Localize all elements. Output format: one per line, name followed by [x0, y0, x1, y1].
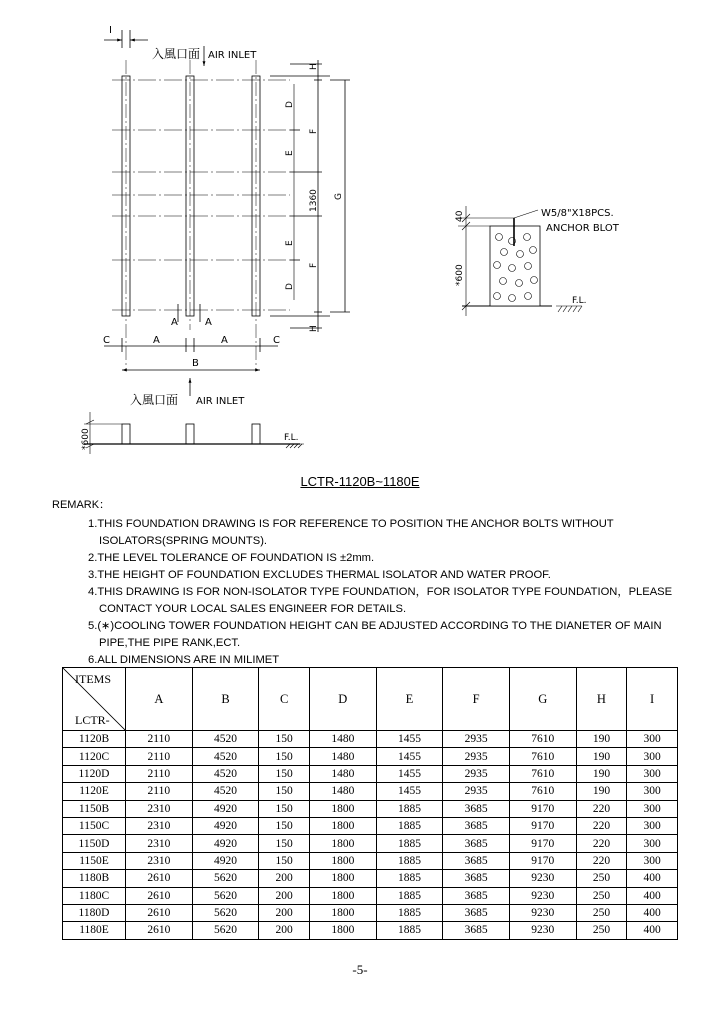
value-cell: 1800 [309, 835, 376, 852]
value-cell: 3685 [443, 922, 510, 939]
value-cell: 3685 [443, 870, 510, 887]
value-cell: 2310 [126, 817, 193, 834]
corner-lctr-label: LCTR- [75, 713, 110, 727]
value-cell: 200 [259, 922, 310, 939]
value-cell: 2310 [126, 800, 193, 817]
value-cell: 300 [627, 852, 678, 869]
table-row [63, 887, 678, 904]
model-cell: 1120D [63, 765, 126, 782]
model-cell: 1150C [63, 817, 126, 834]
model-cell: 1120C [63, 748, 126, 765]
remark-label: REMARK： [52, 499, 111, 511]
value-cell: 1885 [376, 835, 443, 852]
dim-label-H-top: H [309, 63, 319, 70]
dim-label-A-2: A [221, 335, 228, 346]
value-cell: 200 [259, 904, 310, 921]
value-cell: 9230 [509, 870, 576, 887]
value-cell: 2310 [126, 835, 193, 852]
value-cell: 1480 [309, 731, 376, 748]
dim-label-1360: 1360 [309, 189, 319, 212]
table-row [63, 765, 678, 782]
dim-label-E-top: E [285, 150, 295, 156]
note-4: 4.THIS DRAWING IS FOR NON-ISOLATOR TYPE FOUNDATION，FOR ISOLATOR TYPE FOUNDATION，PLEASE CONTACT YOUR LOCAL SALES ENGINEER FOR DETAILS. [88, 586, 673, 615]
value-cell: 1455 [376, 783, 443, 800]
value-cell: 2110 [126, 748, 193, 765]
dim-label-B: B [192, 358, 199, 369]
value-cell: 190 [576, 765, 627, 782]
table-header-row [63, 668, 678, 731]
column-header: I [627, 668, 678, 731]
value-cell: 150 [259, 800, 310, 817]
table-row [63, 800, 678, 817]
value-cell: 400 [627, 887, 678, 904]
model-cell: 1120B [63, 731, 126, 748]
value-cell: 300 [627, 748, 678, 765]
dim-label-A-left: A [171, 317, 178, 328]
value-cell: 150 [259, 748, 310, 765]
air-inlet-cn-top: 入風口面 [152, 47, 201, 61]
table-row [63, 835, 678, 852]
value-cell: 2935 [443, 748, 510, 765]
value-cell: 4520 [192, 783, 259, 800]
model-cell: 1120E [63, 783, 126, 800]
dim-label-G: G [334, 193, 344, 200]
dim-label-C-right: C [273, 335, 280, 346]
value-cell: 1885 [376, 904, 443, 921]
value-cell: 220 [576, 852, 627, 869]
table-row [63, 748, 678, 765]
value-cell: 1800 [309, 922, 376, 939]
detail-height-dim: *600 [455, 264, 465, 286]
value-cell: 300 [627, 817, 678, 834]
value-cell: 1885 [376, 887, 443, 904]
column-header: B [192, 668, 259, 731]
table-row [63, 922, 678, 939]
value-cell: 4920 [192, 852, 259, 869]
model-cell: 1180D [63, 904, 126, 921]
dim-label-F-top: F [309, 128, 319, 134]
value-cell: 1800 [309, 817, 376, 834]
value-cell: 250 [576, 922, 627, 939]
table-row [63, 852, 678, 869]
model-cell: 1150E [63, 852, 126, 869]
value-cell: 1480 [309, 748, 376, 765]
elevation-height-label: *600 [81, 428, 91, 450]
value-cell: 1455 [376, 731, 443, 748]
value-cell: 200 [259, 887, 310, 904]
value-cell: 4520 [192, 765, 259, 782]
note-1: 1.THIS FOUNDATION DRAWING IS FOR REFERENCE TO POSITION THE ANCHOR BOLTS WITHOUT ISOLATORS(SPRING MOUNTS). [88, 518, 614, 547]
column-header: A [126, 668, 193, 731]
value-cell: 5620 [192, 904, 259, 921]
table-row [63, 731, 678, 748]
value-cell: 220 [576, 817, 627, 834]
model-cell: 1180E [63, 922, 126, 939]
column-header: H [576, 668, 627, 731]
column-header: F [443, 668, 510, 731]
dim-label-D-top: D [285, 101, 295, 108]
table-row [63, 904, 678, 921]
value-cell: 150 [259, 852, 310, 869]
model-cell: 1150D [63, 835, 126, 852]
value-cell: 1455 [376, 765, 443, 782]
value-cell: 300 [627, 783, 678, 800]
value-cell: 2935 [443, 765, 510, 782]
dim-label-A-right: A [205, 317, 212, 328]
value-cell: 190 [576, 731, 627, 748]
value-cell: 9230 [509, 887, 576, 904]
value-cell: 300 [627, 731, 678, 748]
value-cell: 1800 [309, 904, 376, 921]
value-cell: 7610 [509, 748, 576, 765]
value-cell: 200 [259, 870, 310, 887]
value-cell: 1800 [309, 887, 376, 904]
value-cell: 1800 [309, 852, 376, 869]
value-cell: 4920 [192, 817, 259, 834]
value-cell: 2310 [126, 852, 193, 869]
detail-top-dim: 40 [455, 210, 465, 222]
value-cell: 3685 [443, 904, 510, 921]
value-cell: 220 [576, 835, 627, 852]
value-cell: 190 [576, 748, 627, 765]
dim-label-A-1: A [153, 335, 160, 346]
value-cell: 2610 [126, 904, 193, 921]
value-cell: 1480 [309, 765, 376, 782]
value-cell: 3685 [443, 835, 510, 852]
value-cell: 4920 [192, 800, 259, 817]
remark-notes [88, 516, 688, 669]
column-header: G [509, 668, 576, 731]
value-cell: 9230 [509, 922, 576, 939]
value-cell: 9170 [509, 835, 576, 852]
value-cell: 4520 [192, 731, 259, 748]
air-inlet-cn-bottom: 入風口面 [130, 393, 179, 407]
value-cell: 150 [259, 731, 310, 748]
column-header: D [309, 668, 376, 731]
air-inlet-en-top: AIR INLET [208, 50, 257, 61]
note-2: 2.THE LEVEL TOLERANCE OF FOUNDATION IS ±2mm. [88, 552, 375, 564]
value-cell: 150 [259, 835, 310, 852]
value-cell: 7610 [509, 765, 576, 782]
value-cell: 7610 [509, 731, 576, 748]
value-cell: 300 [627, 765, 678, 782]
floor-level-label: F.L. [284, 433, 299, 443]
page-number: -5- [352, 962, 368, 977]
value-cell: 150 [259, 765, 310, 782]
dim-label-C-left: C [103, 335, 110, 346]
detail-floor-label: F.L. [572, 296, 587, 306]
value-cell: 150 [259, 817, 310, 834]
table-row [63, 817, 678, 834]
value-cell: 400 [627, 904, 678, 921]
note-3: 3.THE HEIGHT OF FOUNDATION EXCLUDES THERMAL ISOLATOR AND WATER PROOF. [88, 569, 551, 581]
value-cell: 1885 [376, 922, 443, 939]
model-cell: 1180B [63, 870, 126, 887]
table-body [63, 731, 678, 940]
value-cell: 3685 [443, 887, 510, 904]
table-corner-cell [63, 668, 126, 731]
dim-label-E-bottom: E [285, 240, 295, 246]
value-cell: 4920 [192, 835, 259, 852]
value-cell: 1800 [309, 870, 376, 887]
value-cell: 3685 [443, 852, 510, 869]
foundation-drawing [0, 0, 720, 470]
air-inlet-en-bottom: AIR INLET [196, 396, 245, 407]
value-cell: 150 [259, 783, 310, 800]
anchor-note-1: W5/8"X18PCS. [541, 208, 614, 219]
value-cell: 2610 [126, 887, 193, 904]
value-cell: 2610 [126, 922, 193, 939]
value-cell: 3685 [443, 817, 510, 834]
value-cell: 250 [576, 904, 627, 921]
value-cell: 2610 [126, 870, 193, 887]
value-cell: 9170 [509, 852, 576, 869]
value-cell: 1885 [376, 800, 443, 817]
note-6: 6.ALL DIMENSIONS ARE IN MILIMET [88, 654, 280, 666]
dim-label-H-bottom: H [309, 325, 319, 332]
model-title: LCTR-1120B~1180E [300, 474, 420, 489]
value-cell: 400 [627, 922, 678, 939]
value-cell: 4520 [192, 748, 259, 765]
value-cell: 300 [627, 835, 678, 852]
value-cell: 2110 [126, 731, 193, 748]
dimension-table [62, 667, 678, 940]
value-cell: 2110 [126, 783, 193, 800]
value-cell: 7610 [509, 783, 576, 800]
value-cell: 2935 [443, 783, 510, 800]
value-cell: 1885 [376, 817, 443, 834]
table-row [63, 870, 678, 887]
value-cell: 190 [576, 783, 627, 800]
dim-label-F-bottom: F [309, 262, 319, 268]
value-cell: 400 [627, 870, 678, 887]
value-cell: 1885 [376, 870, 443, 887]
column-header: E [376, 668, 443, 731]
anchor-note-2: ANCHOR BLOT [546, 223, 619, 234]
value-cell: 5620 [192, 922, 259, 939]
value-cell: 3685 [443, 800, 510, 817]
value-cell: 1455 [376, 748, 443, 765]
value-cell: 250 [576, 887, 627, 904]
value-cell: 5620 [192, 870, 259, 887]
value-cell: 5620 [192, 887, 259, 904]
dim-label-D-bottom: D [285, 283, 295, 290]
model-cell: 1180C [63, 887, 126, 904]
corner-items-label: ITEMS [75, 672, 111, 686]
value-cell: 9170 [509, 800, 576, 817]
model-cell: 1150B [63, 800, 126, 817]
note-5: 5.(∗)COOLING TOWER FOUNDATION HEIGHT CAN BE ADJUSTED ACCORDING TO THE DIANETER OF MAIN PIPE,THE PIPE RANK,ECT. [88, 620, 662, 649]
value-cell: 220 [576, 800, 627, 817]
table-row [63, 783, 678, 800]
value-cell: 9170 [509, 817, 576, 834]
dim-label-I: I [109, 25, 112, 36]
value-cell: 1480 [309, 783, 376, 800]
column-header: C [259, 668, 310, 731]
value-cell: 250 [576, 870, 627, 887]
value-cell: 300 [627, 800, 678, 817]
value-cell: 1885 [376, 852, 443, 869]
value-cell: 2110 [126, 765, 193, 782]
value-cell: 1800 [309, 800, 376, 817]
elevation-view [84, 412, 304, 454]
value-cell: 9230 [509, 904, 576, 921]
value-cell: 2935 [443, 731, 510, 748]
